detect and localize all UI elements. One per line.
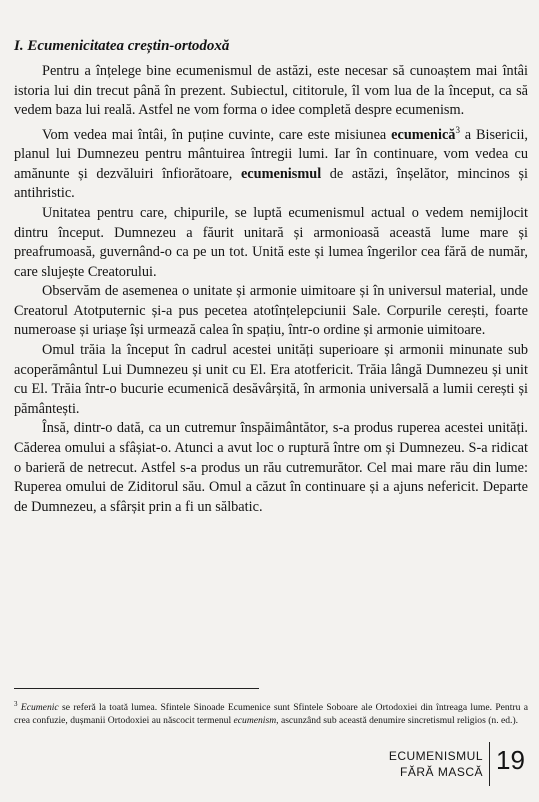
bold-term: ecumenică [391,126,456,143]
paragraph-text: Vom vedea mai întâi, în puține cuvinte, care este misiunea [42,126,392,143]
footnote-term: Ecumenic [20,702,59,714]
footnote-text: , ascunzând sub această denumire sincretismul religios (n. ed.). [276,715,519,727]
paragraph: Însă, dintr-o dată, ca un cutremur înspăimântător, s-a produs ruperea acestei unități. Căderea omului a sfâșiat-o. Atunci a avut loc o ruptură între om și Dumnezeu. S-a ridicat o barieră de netrecut. Astfel s-a produs un rău cutremurător. Cel mai mare rău din lume: Ruperea omului de Ziditorul său. Omul a căzut în continuare și a ajuns nefericit. Departe de Dumnezeu, a sfârșit prin a fi un sălbatic. [14,420,528,515]
footnote [14,698,528,728]
footer-title-line: ECUMENISMUL [388,749,483,763]
paragraph-text: a Bisericii, planul lui Dumnezeu pentru mântuirea întregii lumi. Iar în continuare, vom vedea cu amănunte și dezvăluiri înfiorătoare, [14,126,529,182]
section-heading: I. Ecumenicitatea creștin-ortodoxă [14,38,230,54]
paragraph: Unitatea pentru care, chipurile, se luptă ecumenismul actual o vedem nemijlocit dintru început. Dumnezeu a făurit unitară și armonioasă această lume mare și preafrumoasă, guvernând-o ca pe un tot. Unită este și lumea îngerilor cea fără de număr, care slujește Creatorului. [14,204,528,280]
footer-title-line: FĂRĂ MASCĂ [399,765,483,779]
body-text [14,62,528,517]
paragraph [14,121,528,204]
paragraph: Omul trăia la început în cadrul acestei unități superioare și armonii minunate sub acoperământul Lui Dumnezeu și unit cu El. Era atotfericit. Trăia lângă Dumnezeu și unit cu El. Trăia într-o bucurie ecumenică desăvârșită, în armonia universală a lumii cerești și pământești. [14,342,528,417]
footnote-divider [14,688,259,689]
paragraph-text: de astăzi, înșelător, mincinos și antihristic. [14,165,528,202]
footnote-marker: 3 [455,124,460,135]
footnote-number: 3 [14,700,18,708]
running-footer-title [389,748,483,780]
bold-term: ecumenismul [240,165,322,182]
paragraph: Observăm de asemenea o unitate și armonie uimitoare și în universul material, unde Creatorul Atotputernic și-a pus pecetea atotînțelepciunii Sale. Corpurile cerești, foarte numeroase și uriașe își urmează calea în spațiu, într-o ordine și armonie uimitoare. [14,283,528,339]
footnote-text: se referă la toată lumea. Sfintele Sinoade Ecumenice sunt Sfintele Soboare ale Ortodoxiei din întreaga lume. Pentru a crea confuzie, dușmanii Ortodoxiei au născocit termenul [14,702,528,727]
footer-separator [489,742,490,786]
page-number: 19 [496,745,525,775]
paragraph: Pentru a înțelege bine ecumenismul de astăzi, este necesar să cunoaștem mai întâi istoria lui din trecut până în prezent. Subiectul, cititorule, îl vom lua de la început, ca să vedem baza lui reală. Astfel ne vom forma o idee completă despre ecumenism. [14,63,528,119]
footnote-term: ecumenism [233,715,277,727]
